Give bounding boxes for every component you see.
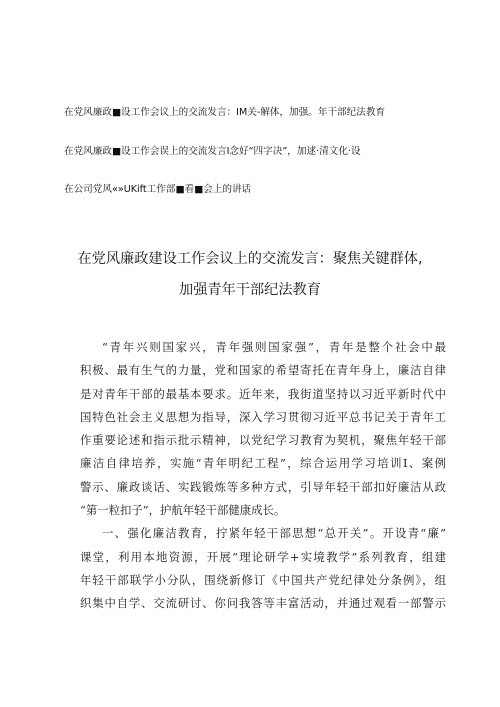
text-line: 国特色社会主义思想为指导，深入学习贯彻习近平总书记关于青年工	[80, 409, 446, 424]
text-line: 课堂，利用本地资源，开展“理论研学+实境教学”系列教育，组建	[80, 549, 446, 564]
toc-item[interactable]: 在党风廉政■设工作会议上的交流发言：IM关-解体，加强。年干部纪法教育	[64, 107, 386, 118]
title-line: 在党风廉政建设工作会议上的交流发言：聚焦关键群体,	[77, 251, 423, 267]
text-line: “青年兴则国家兴，青年强则国家强”，青年是整个社会中最	[102, 340, 446, 354]
text-line: 年轻干部联学小分队，围绕新修订《中国共产党纪律处分条例》，组	[80, 572, 446, 587]
paragraph-1	[80, 336, 446, 522]
text-line: 一、强化廉洁教育，拧紧年轻干部思想“总开关”。开设青“廉”	[102, 526, 446, 541]
title-line: 加强青年干部纪法教育	[179, 282, 321, 298]
text-line: “第一粒扣子”，护航年轻干部健康成长。	[80, 503, 286, 518]
text-line: 廉洁自律培养，实施“青年明纪工程”，综合运用学习培训I、案例	[80, 456, 446, 471]
toc-item[interactable]: 在党风廉政■设工作会误上的交流发言I念好“四字决”，加逑·清文化·设	[64, 146, 361, 157]
text-line: 警示、廉政谈话、实践锻炼等多种方式，引导年轻干部扣好廉洁从政	[80, 479, 446, 494]
toc-item[interactable]: 在公司党风«»UKift工作部■看■会上的讲话	[64, 184, 252, 195]
text-line: 是对青年干部的最基本要求。近年来，我街道坚持以习近平新时代中	[80, 386, 446, 401]
text-line: 织集中自学、交流研讨、你问我答等丰富活动，并通过观看一部警示	[80, 596, 446, 611]
document-title	[40, 244, 460, 306]
document-body	[80, 336, 446, 616]
table-of-contents	[64, 103, 464, 219]
text-line: 积极、最有生气的力量，党和国家的希望寄托在青年身上，廉洁自律	[80, 363, 446, 378]
text-line: 作重要论述和指示批示精神，以党纪学习教育为契机，聚焦年轻干部	[80, 433, 446, 448]
paragraph-2	[80, 522, 446, 615]
